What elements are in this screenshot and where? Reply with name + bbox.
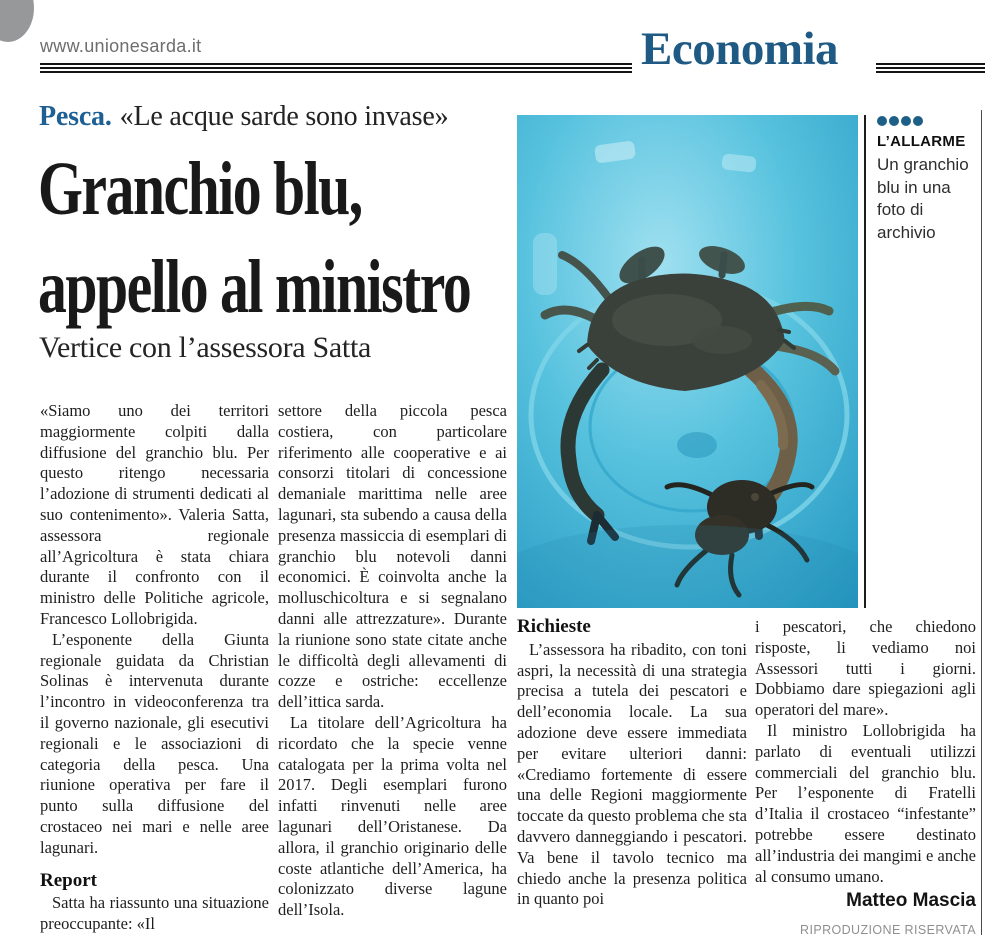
byline: Matteo Mascia [846,890,976,912]
headline-line1: Granchio blu, [38,147,362,231]
site-url: www.unionesarda.it [40,36,202,56]
paragraph: L’assessora ha ribadito, con toni aspri, la necessità di una strategia precisa a tutela dei pescatori e dell’economia locale. La sua adozione deve essere immediata per evitare ulteriori danni: «Crediamo fortemente di essere una delle Regioni maggiormente toccate da questo problema che sta davvero danneggiando i pescatori. Va bene il tavolo tecnico ma chiedo anche la presenza politica in quanto poi [517,639,747,909]
article-kicker [39,101,448,133]
header-rule-right [876,63,985,73]
article-subtitle: Vertice con l’assessora Satta [39,331,372,364]
paragraph: i pescatori, che chiedono risposte, li vediamo noi Assessori tutti i giorni. Dobbiamo dare spiegazioni agli operatori del mare». [755,617,976,720]
body-column-2 [278,401,507,946]
body-column-1 [40,401,269,946]
bullet-dots-icon [877,116,977,126]
kicker-label: Pesca. [39,101,112,132]
subhead-richieste: Richieste [517,616,591,637]
photo-caption-box [877,116,977,244]
paragraph: L’esponente della Giunta regionale guidata da Christian Solinas è intervenuta durante l’incontro in videoconferenza tra il governo nazionale, gli esecutivi regionali e le associazioni di categoria della pesca. Una riunione operativa per fare il punto sulla diffusione del crostaceo nei mari e nelle aree lagunari. [40,629,269,857]
copyright-notice: RIPRODUZIONE RISERVATA [800,923,976,938]
corner-decoration [0,0,34,42]
paragraph: Il ministro Lollobrigida ha parlato di eventuali utilizzi commerciali del granchio blu. Per l’esponente di Fratelli d’Italia il crostaceo “infestante” potrebbe essere destinato all’industria dei mangimi e anche al consumo umano. [755,720,976,886]
crab-photo-illustration [517,115,858,608]
section-title: Economia [641,23,839,75]
photo-divider-line [864,115,866,608]
paragraph: «Siamo uno dei territori maggiormente colpiti dalla diffusione del granchio blu. Per questo ritengo necessaria l’adozione di strumenti dedicati al suo contenimento». Valeria Satta, assessora regionale all’Agricoltura è stata chiara durante il confronto con il ministro delle Politiche agricole, Francesco Lollobrigida. [40,401,269,628]
body-column-4 [755,617,976,947]
headline-line2: appello al ministro [38,245,471,329]
paragraph: La titolare dell’Agricoltura ha ricordato che la specie venne catalogata per la prima volta nel 2017. Degli esemplari furono infatti rinvenuti nelle aree lagunari dell’Oristanese. Da allora, il granchio originario delle coste atlantiche dell’America, ha colonizzato diverse lagune dell’Isola. [278,712,507,920]
crab-photo [517,115,858,608]
paragraph: Satta ha riassunto una situazione preoccupante: «Il [40,893,269,934]
page-edge-line [981,110,982,935]
kicker-quote: «Le acque sarde sono invase» [119,101,449,132]
subhead-report: Report [40,869,97,891]
paragraph: settore della piccola pesca costiera, con particolare riferimento alle cooperative e ai consorzi titolari di concessione demaniale marittima nelle aree lagunari, sta subendo a causa della presenza massiccia di esemplari di granchio blu notevoli danni economici. È coinvolta anche la molluschicoltura e si segnalano danni alle attrezzature». Durante la riunione sono state citate anche le difficoltà degli allevamenti di cozze e ostriche: eccellenze dell’ittica sarda. [278,401,507,712]
header-rule-left [40,63,632,73]
caption-label: L’ALLARME [877,133,966,150]
body-column-3 [517,617,747,947]
caption-text: Un granchio blu in una foto di archivio [877,155,969,242]
